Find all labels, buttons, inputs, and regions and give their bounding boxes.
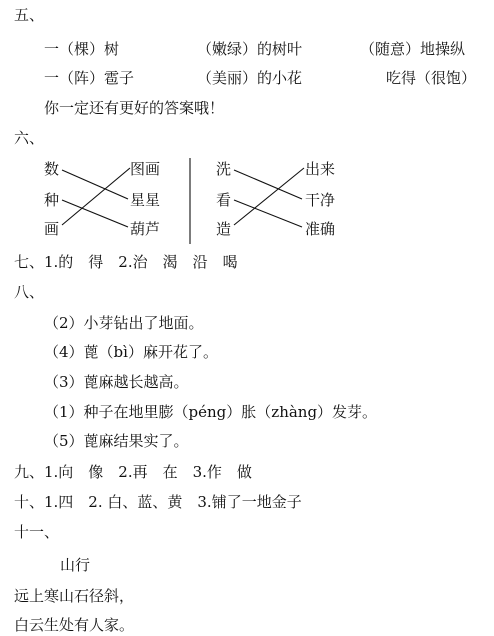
s5-row1-item2: （嫩绿）的树叶 — [197, 40, 303, 58]
s6-right-a-2: 看 — [216, 191, 232, 209]
match-line-2 — [62, 200, 128, 227]
s6-left-b-1: 图画 — [130, 160, 161, 178]
s6-right-a-3: 造 — [216, 220, 232, 238]
poem-line-2: 白云生处有人家。 — [14, 616, 135, 634]
s6-left-b-3: 葫芦 — [130, 220, 161, 238]
s6-left-a-1: 数 — [44, 160, 60, 178]
section-8-heading: 八、 — [14, 283, 45, 301]
section-5-heading: 五、 — [14, 6, 45, 24]
s6-right-b-3: 准确 — [305, 220, 336, 238]
s6-right-b-2: 干净 — [305, 191, 336, 209]
section-9-line: 九、1.向 像 2.再 在 3.作 做 — [14, 463, 252, 481]
s6-right-b-1: 出来 — [305, 160, 336, 178]
s8-item-4: （1）种子在地里膨（péng）胀（zhàng）发芽。 — [44, 403, 378, 421]
section-11-heading: 十一、 — [14, 523, 60, 541]
section-10-line: 十、1.四 2. 白、蓝、黄 3.铺了一地金子 — [14, 493, 302, 511]
section-7-line: 七、1.的 得 2.治 渴 沿 喝 — [14, 253, 238, 271]
match-line-4 — [234, 170, 302, 199]
s5-row1-item3: （随意）地操纵 — [360, 40, 466, 58]
s6-left-b-2: 星星 — [130, 191, 161, 209]
s8-item-3: （3）蓖麻越长越高。 — [44, 373, 189, 391]
match-line-1 — [62, 170, 128, 199]
s6-right-a-1: 洗 — [216, 160, 232, 178]
match-line-3 — [62, 168, 130, 225]
s6-left-a-2: 种 — [44, 191, 60, 209]
match-line-5 — [234, 200, 302, 227]
poem-line-1: 远上寒山石径斜， — [14, 587, 135, 605]
s6-left-a-3: 画 — [44, 220, 60, 238]
match-line-6 — [234, 168, 304, 225]
s5-row1-item1: 一（棵）树 — [44, 40, 120, 58]
s5-note: 你一定还有更好的答案哦！ — [44, 99, 225, 117]
poem-title: 山行 — [60, 556, 91, 574]
s8-item-1: （2）小芽钻出了地面。 — [44, 314, 204, 332]
s5-row2-item2: （美丽）的小花 — [197, 69, 303, 87]
s8-item-5: （5）蓖麻结果实了。 — [44, 432, 189, 450]
s5-row2-item1: 一（阵）雹子 — [44, 69, 135, 87]
section-6-heading: 六、 — [14, 129, 45, 147]
s5-row2-item3: 吃得（很饱） — [386, 69, 477, 87]
s8-item-2: （4）蓖（bì）麻开花了。 — [44, 343, 218, 361]
